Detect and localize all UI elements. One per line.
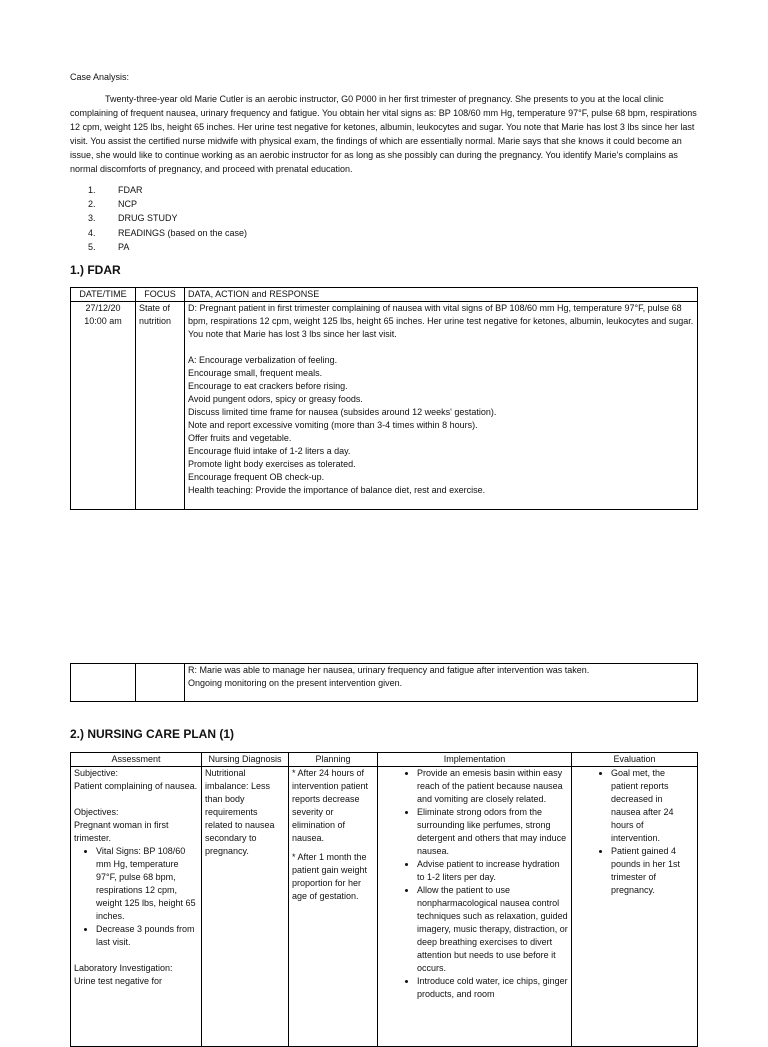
ncp-header-evaluation: Evaluation [572,753,698,767]
objective-label: Objectives: [74,807,119,817]
list-item: • Advise patient to increase hydration to 1-2 liters per day. [417,858,568,884]
subjective-label: Subjective: [74,768,119,778]
list-item: • Patient gained 4 pounds in her 1st trimester of pregnancy. [611,845,694,897]
fdar-action: A: Encourage verbalization of feeling. [188,355,338,365]
ncp-header-implementation: Implementation [378,753,572,767]
list-item: 3. DRUG STUDY [88,213,178,224]
fdar-action: Health teaching: Provide the importance of balance diet, rest and exercise. [188,485,486,495]
ncp-title: 2.) NURSING CARE PLAN (1) [70,727,235,741]
case-heading: Case Analysis: [70,72,130,82]
fdar-time: 10:00 am [84,316,122,326]
list-item: 4. READINGS (based on the case) [88,227,248,238]
fdar-action: Note and report excessive vomiting (more than 3-4 times within 8 hours). [188,420,478,430]
list-item: • Decrease 3 pounds from last visit. [96,923,198,949]
fdar-title: 1.) FDAR [70,263,121,277]
list-item: • Introduce cold water, ice chips, ginger products, and room [417,975,568,1001]
diagnosis-text: Nutritional imbalance: Less than body requirements related to nausea secondary to pregnancy. [205,768,275,856]
requirements-list [70,183,247,254]
fdar-header-dar: DATA, ACTION and RESPONSE [185,288,698,302]
fdar-response-table [70,663,698,702]
ncp-header-diagnosis: Nursing Diagnosis [202,753,289,767]
ncp-implementation-cell [378,767,572,1047]
ncp-header-planning: Planning [289,753,378,767]
fdar-response-cell [185,664,698,702]
evaluation-list [575,767,694,897]
ncp-table [70,752,698,1047]
fdar-date: 27/12/20 [85,303,121,313]
planning-item: * After 1 month the patient gain weight proportion for her age of gestation. [292,852,368,901]
fdar-action: Encourage frequent OB check-up. [188,472,325,482]
objective-text: Pregnant woman in first trimester. [74,820,169,843]
fdar-action: Encourage fluid intake of 1-2 liters a day. [188,446,351,456]
fdar-action: Encourage to eat crackers before rising. [188,381,348,391]
fdar-response: R: Marie was able to manage her nausea, urinary frequency and fatigue after intervention was taken. [188,665,590,675]
fdar-focus-line: nutrition [139,316,172,326]
fdar-action: Avoid pungent odors, spicy or greasy foods. [188,394,363,404]
list-item: • Provide an emesis basin within easy reach of the patient because nausea and vomiting are closely related. [417,767,568,806]
fdar-date-cell [71,302,136,510]
fdar-dar-cell [185,302,698,510]
fdar-action: Encourage small, frequent meals. [188,368,323,378]
implementation-list [381,767,568,1001]
list-item: • Eliminate strong odors from the surrounding like perfumes, strong detergent and others that may induce nausea. [417,806,568,858]
planning-item: * After 24 hours of intervention patient reports decrease severity or elimination of nausea. [292,768,369,843]
fdar-empty-cell [71,664,136,702]
subjective-text: Patient complaining of nausea. [74,781,198,791]
fdar-header-focus: FOCUS [136,288,185,302]
list-item: 1. FDAR [88,185,143,195]
ncp-evaluation-cell [572,767,698,1047]
ncp-diagnosis-cell [202,767,289,1047]
fdar-table [70,287,698,510]
fdar-empty-cell [136,664,185,702]
list-item: • Allow the patient to use nonpharmacological nausea control techniques such as relaxation, guided imagery, music therapy, distraction, or deep breathing exercises to divert attention but needs to use before it occurs. [417,884,568,975]
lab-text: Urine test negative for [74,976,163,986]
list-item: • Vital Signs: BP 108/60 mm Hg, temperature 97°F, pulse 68 bpm, respirations 12 cpm, weight 125 lbs, height 65 inches. [96,845,198,923]
list-item: 2. NCP [88,199,138,210]
fdar-header-date: DATE/TIME [71,288,136,302]
ncp-planning-cell [289,767,378,1047]
ncp-header-assessment: Assessment [71,753,202,767]
ncp-assessment-cell [71,767,202,1047]
fdar-response: Ongoing monitoring on the present intervention given. [188,678,403,688]
list-item: • Goal met, the patient reports decreased in nausea after 24 hours of intervention. [611,767,694,845]
fdar-focus-line: State of [139,303,171,313]
fdar-action: Promote light body exercises as tolerated. [188,459,356,469]
fdar-action: Offer fruits and vegetable. [188,433,292,443]
fdar-action: Discuss limited time frame for nausea (subsides around 12 weeks' gestation). [188,407,497,417]
case-paragraph: Twenty-three-year old Marie Cutler is an aerobic instructor, G0 P000 in her first trimester of pregnancy. She presents to you at the local clinic complaining of frequent nausea, urinary frequency and fatigue. You obtain her vital signs as: BP 108/60 mm Hg, temperature 97°F, pulse 68 bpm, respirations 12 cpm, weight 125 lbs, height 65 inches. Her urine test negative for ketones, albumin, leukocytes and sugar. You note that Marie has lost 3 lbs since her last visit. You assist the certified nurse midwife with physical exam, the findings of which are essentially normal. Marie says that she knows it could become an issue, she would like to continue working as an aerobic instructor for as long as she possibly can during the pregnancy. You identify Marie's complains as normal discomforts of pregnancy, and proceed with prenatal education. [70,94,697,174]
fdar-data: D: Pregnant patient in first trimester complaining of nausea with vital signs of BP 108/60 mm Hg, temperature 97°F, pulse 68 bpm, respirations 12 cpm, weight 125 lbs, height 65 inches. Her urine test negative for ketones, albumin, leukocytes and sugar. You note that Marie has lost 3 lbs since her last visit. [188,303,694,339]
fdar-focus-cell [136,302,185,510]
list-item: 5. PA [88,241,130,252]
lab-label: Laboratory Investigation: [74,963,173,973]
assessment-bullets [74,845,198,949]
